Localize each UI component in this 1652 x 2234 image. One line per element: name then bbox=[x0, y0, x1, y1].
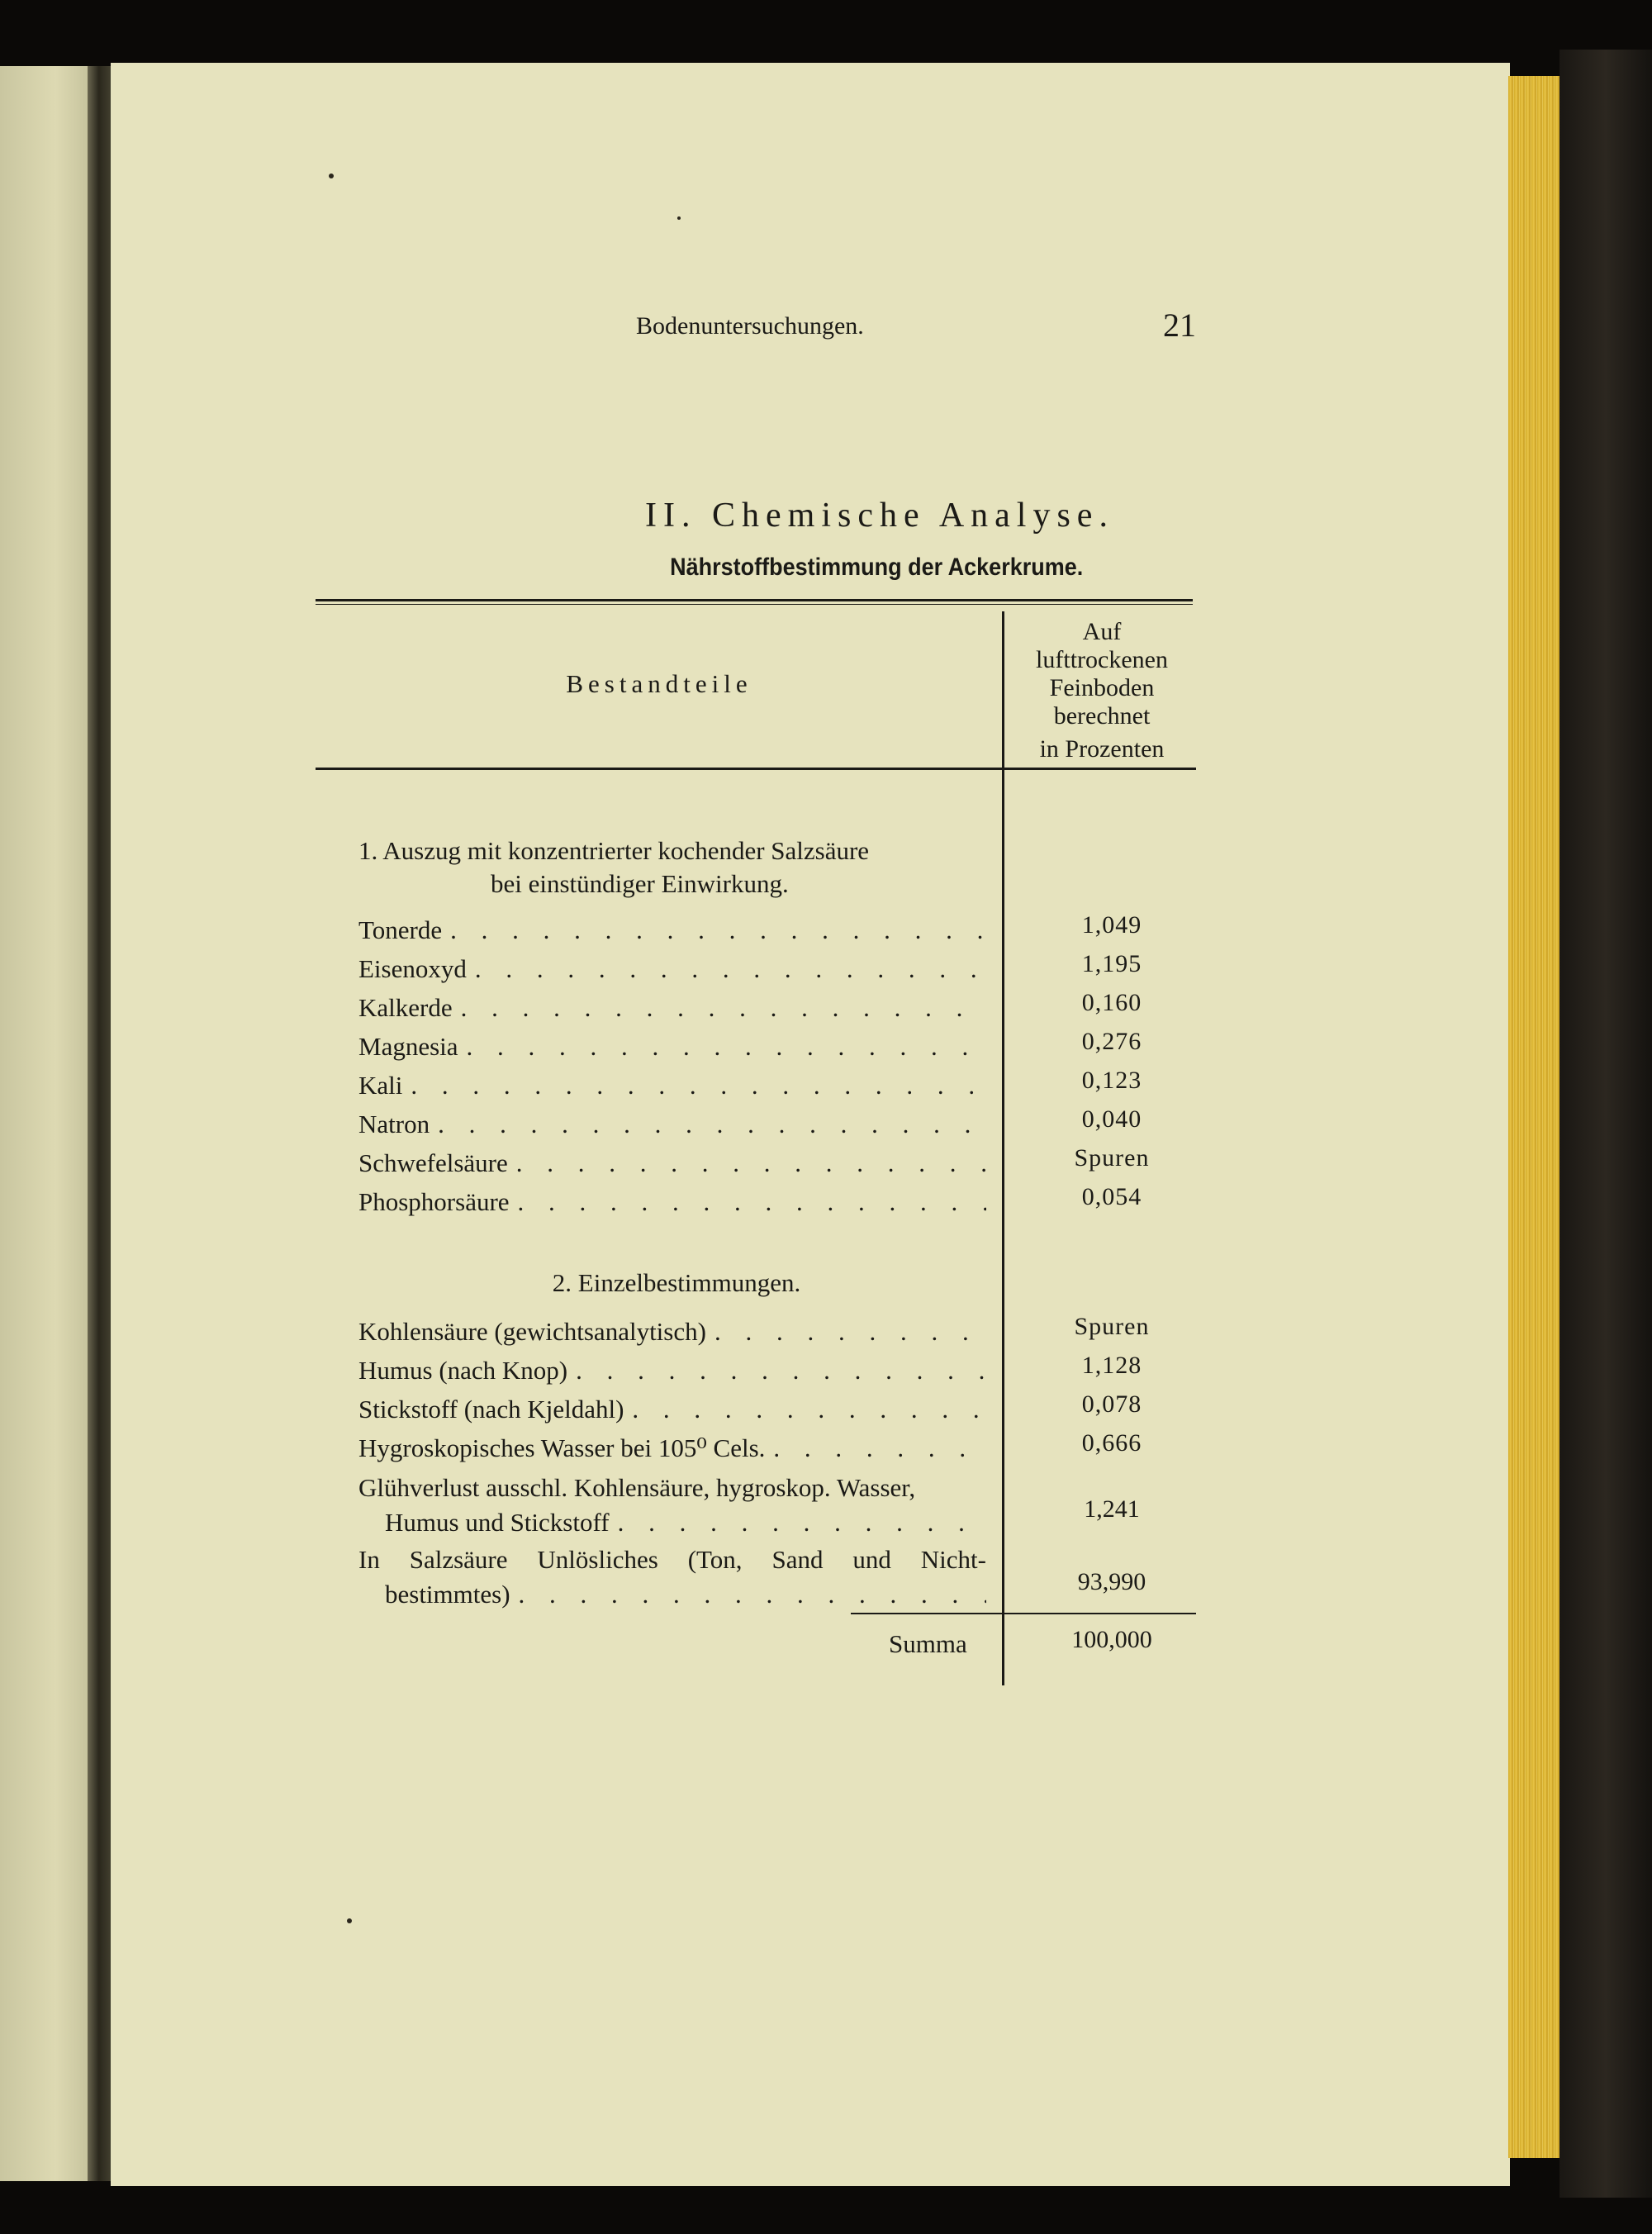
paper-speck bbox=[677, 216, 681, 220]
row-value: 0,123 bbox=[1081, 1067, 1142, 1094]
running-title: Bodenuntersuchungen. bbox=[636, 312, 864, 340]
table-row bbox=[358, 1183, 1142, 1219]
paper-speck bbox=[347, 1918, 352, 1923]
leader-dots bbox=[632, 1393, 986, 1426]
table-top-rule bbox=[316, 599, 1193, 601]
book-cover bbox=[1559, 50, 1652, 2198]
leader-dots bbox=[467, 1030, 986, 1063]
leader-dots bbox=[576, 1354, 986, 1387]
row-label: Phosphorsäure bbox=[358, 1187, 510, 1216]
row-label-word: Sand bbox=[771, 1545, 824, 1574]
row-label-word: und bbox=[852, 1545, 891, 1574]
leader-dots bbox=[438, 1108, 986, 1141]
row-value: 0,040 bbox=[1081, 1105, 1142, 1133]
row-value: 1,241 bbox=[1084, 1495, 1140, 1523]
leader-dots bbox=[475, 953, 986, 986]
row-label: Schwefelsäure bbox=[358, 1148, 508, 1177]
row-value: 1,128 bbox=[1081, 1352, 1142, 1379]
row-label-line bbox=[358, 1542, 986, 1577]
column-header-line: in Prozenten bbox=[1039, 735, 1165, 763]
table-row bbox=[358, 1390, 1142, 1426]
leader-dots bbox=[519, 1577, 986, 1612]
row-label: Kohlensäure (gewichtsanalytisch) bbox=[358, 1317, 706, 1346]
table-row bbox=[358, 1028, 1142, 1063]
row-label: Tonerde bbox=[358, 915, 443, 944]
table-row bbox=[358, 950, 1142, 986]
group-1-heading-line: 1. Auszug mit konzentrierter kochender Salzsäure bbox=[358, 836, 870, 865]
row-label-word: (Ton, bbox=[687, 1545, 743, 1574]
column-header-line: lufttrockenen bbox=[1036, 646, 1168, 673]
row-label: Stickstoff (nach Kjeldahl) bbox=[358, 1395, 624, 1424]
row-value: 1,049 bbox=[1081, 911, 1142, 939]
table-row-unloesliches bbox=[358, 1542, 986, 1612]
row-value: 0,054 bbox=[1081, 1183, 1142, 1210]
row-value: 0,276 bbox=[1081, 1028, 1142, 1055]
table-row bbox=[358, 1105, 1142, 1141]
table-row-gluehverlust bbox=[358, 1471, 986, 1540]
table-row bbox=[358, 911, 1142, 947]
group-1-heading-line: bei einstündiger Einwirkung. bbox=[491, 869, 789, 898]
page-number: 21 bbox=[1163, 307, 1196, 344]
facing-page-edge bbox=[0, 66, 93, 2181]
row-value: 0,160 bbox=[1081, 989, 1142, 1016]
sum-rule bbox=[851, 1613, 1196, 1614]
row-label-word: Unlösliches bbox=[537, 1545, 658, 1574]
leader-dots bbox=[461, 991, 986, 1024]
sum-value: 100,000 bbox=[1071, 1626, 1152, 1653]
row-label: Glühverlust ausschl. Kohlensäure, hygroskop. Wasser, bbox=[358, 1473, 916, 1502]
table-row bbox=[358, 989, 1142, 1024]
column-header-prozente bbox=[1003, 618, 1201, 763]
row-value: 0,666 bbox=[1081, 1429, 1142, 1457]
table-row bbox=[358, 1067, 1142, 1102]
row-label: Magnesia bbox=[358, 1032, 458, 1061]
row-value: 0,078 bbox=[1081, 1390, 1142, 1418]
page-block-edge bbox=[1508, 76, 1561, 2158]
row-label: Kalkerde bbox=[358, 993, 453, 1022]
leader-dots bbox=[618, 1505, 986, 1540]
table-top-rule-thin bbox=[316, 604, 1193, 605]
leader-dots bbox=[773, 1432, 986, 1465]
row-value: Spuren bbox=[1074, 1313, 1150, 1340]
group-1-heading bbox=[358, 834, 995, 901]
column-header-bestandteile: Bestandteile bbox=[566, 669, 752, 698]
row-label-word: Salzsäure bbox=[409, 1545, 508, 1574]
row-value: 93,990 bbox=[1077, 1568, 1146, 1595]
table-header-rule bbox=[316, 768, 1196, 770]
column-header-line: berechnet bbox=[1053, 702, 1151, 730]
section-subtitle: Nährstoffbestimmung der Ackerkrume. bbox=[670, 554, 1084, 581]
column-header-line: Feinboden bbox=[1049, 674, 1155, 701]
leader-dots bbox=[450, 914, 986, 947]
row-label-word: Nicht- bbox=[920, 1545, 986, 1574]
row-label-word: In bbox=[358, 1545, 380, 1574]
row-label: Humus und Stickstoff bbox=[385, 1508, 610, 1537]
table-row bbox=[358, 1313, 1150, 1348]
leader-dots bbox=[714, 1315, 986, 1348]
group-2-heading: 2. Einzelbestimmungen. bbox=[552, 1268, 801, 1297]
row-label: Hygroskopisches Wasser bei 105⁰ Cels. bbox=[358, 1433, 766, 1462]
column-header-line: Auf bbox=[1082, 618, 1122, 645]
table-row bbox=[358, 1144, 1150, 1180]
row-value: Spuren bbox=[1074, 1144, 1150, 1172]
row-label: Kali bbox=[358, 1071, 403, 1100]
table-row bbox=[358, 1429, 1142, 1465]
row-label: Eisenoxyd bbox=[358, 954, 467, 983]
leader-dots bbox=[516, 1147, 986, 1180]
row-label: Natron bbox=[358, 1110, 430, 1138]
leader-dots bbox=[411, 1069, 986, 1102]
row-label: Humus (nach Knop) bbox=[358, 1356, 568, 1385]
table-row bbox=[358, 1352, 1142, 1387]
row-label: bestimmtes) bbox=[385, 1580, 510, 1609]
row-value: 1,195 bbox=[1081, 950, 1142, 977]
column-divider bbox=[1002, 611, 1004, 1685]
leader-dots bbox=[518, 1186, 986, 1219]
sum-label: Summa bbox=[889, 1629, 967, 1658]
paper-speck bbox=[329, 173, 334, 178]
section-title: II. Chemische Analyse. bbox=[645, 497, 1114, 535]
